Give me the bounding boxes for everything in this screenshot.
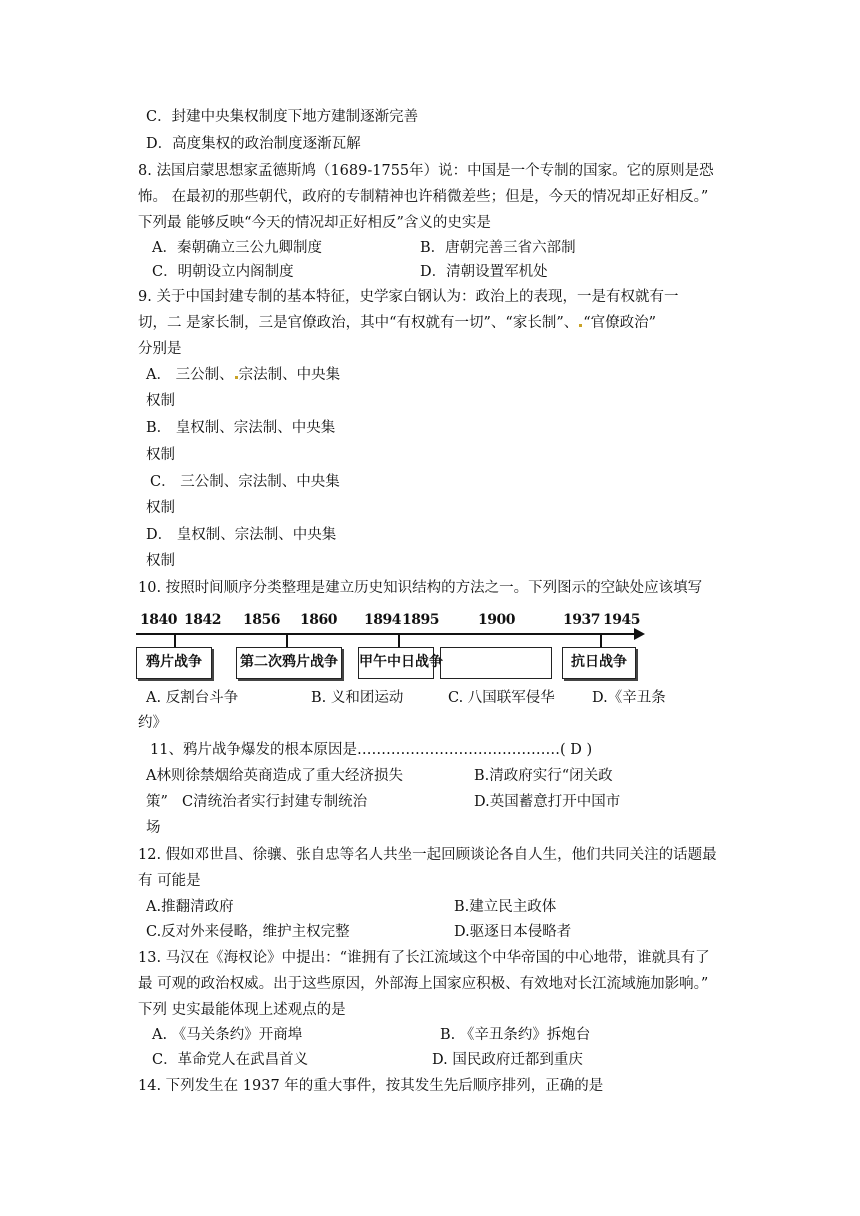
timeline-box-sino-japanese-war: 甲午中日战争 (358, 647, 434, 679)
q12-stem-line2: 有 可能是 (138, 873, 201, 889)
q12-stem-line1: 12. 假如邓世昌、徐骧、张自忠等名人共坐一起回顾谈论各自人生，他们共同关注的话题最 (138, 847, 717, 863)
timeline-year: 1856 (243, 612, 280, 628)
timeline-tick (174, 633, 176, 647)
q10-option-c: C. 八国联军侵华 (448, 690, 555, 706)
mark-dot (579, 324, 582, 327)
q9-stem-line3: 分别是 (138, 341, 182, 357)
q11-option-a: A林则徐禁烟给英商造成了重大经济损失 (146, 768, 403, 784)
q9-option-d: D． 皇权制、宗法制、中央集 (146, 527, 337, 543)
q13-option-b: B. 《辛丑条约》拆炮台 (440, 1027, 591, 1043)
q12-option-d: D.驱逐日本侵略者 (454, 924, 572, 940)
q9-option-c-cont: 权制 (146, 500, 175, 516)
timeline-tick (398, 633, 400, 647)
q10-option-d: D.《辛丑条 (592, 690, 666, 706)
q8-option-c: C．明朝设立内阁制度 (152, 264, 294, 280)
q9-stem-line2-text: 切，二 是家长制，三是官僚政治，其中“有权就有一切”、“家长制”、 (138, 315, 579, 331)
q11-stem-line1: 11、鸦片战争爆发的根本原因是……………………………………( D ) (150, 742, 593, 758)
q8-option-b: B．唐朝完善三省六部制 (420, 240, 576, 256)
q9-option-c: C． 三公制、宗法制、中央集 (150, 474, 340, 490)
q11-option-c: C清统治者实行封建专制统治 (182, 794, 368, 810)
q12-option-a: A.推翻清政府 (146, 899, 234, 915)
q8-stem-line3: 下列最 能够反映“今天的情况却正好相反”含义的史实是 (138, 215, 491, 231)
mark-dot (235, 376, 238, 379)
timeline-tick (600, 633, 602, 647)
q14-stem-line1: 14. 下列发生在 1937 年的重大事件，按其发生先后顺序排列，正确的是 (138, 1078, 604, 1094)
timeline-year: 1842 (184, 612, 221, 628)
q11-option-b-cont: 策” (146, 794, 168, 810)
timeline-year: 1937 (563, 612, 600, 628)
q13-stem-line3: 下列 史实最能体现上述观点的是 (138, 1002, 346, 1018)
q10-option-d-cont: 约》 (138, 715, 167, 731)
q13-option-c: C．革命党人在武昌首义 (152, 1052, 309, 1068)
q9-option-b: B． 皇权制、宗法制、中央集 (146, 420, 336, 436)
timeline-box-blank (440, 647, 552, 679)
timeline-axis (136, 633, 636, 635)
q9-stem-line2-end: “官僚政治” (583, 315, 657, 331)
q7-option-c: C．封建中央集权制度下地方建制逐渐完善 (146, 109, 419, 125)
q11-option-b: B.清政府实行“闭关政 (474, 768, 613, 784)
q12-option-b: B.建立民主政体 (454, 899, 557, 915)
timeline-box-anti-japanese-war: 抗日战争 (562, 647, 636, 679)
timeline-year: 1945 (603, 612, 640, 628)
q10-option-a: A. 反割台斗争 (146, 690, 239, 706)
q13-option-d: D. 国民政府迁都到重庆 (432, 1052, 583, 1068)
q8-option-a: A．秦朝确立三公九卿制度 (152, 240, 322, 256)
q8-stem-line1: 8. 法国启蒙思想家孟德斯鸠（1689-1755年）说：中国是一个专制的国家。它的原则是恐 (138, 163, 714, 179)
q9-option-a-cont: 权制 (146, 393, 175, 409)
q9-option-b-cont: 权制 (146, 447, 175, 463)
q9-option-a-part2: 宗法制、中央集 (238, 367, 341, 383)
timeline-year: 1860 (300, 612, 337, 628)
timeline-box-second-opium-war: 第二次鸦片战争 (236, 647, 342, 679)
timeline-year: 1895 (402, 612, 439, 628)
q8-stem-line2: 怖。 在最初的那些朝代，政府的专制精神也许稍微差些；但是，今天的情况却正好相反。” (138, 189, 709, 205)
q13-stem-line1: 13. 马汉在《海权论》中提出：“谁拥有了长江流域这个中华帝国的中心地带，谁就具有了 (138, 950, 710, 966)
q9-stem-line2 (138, 313, 656, 333)
timeline-year: 1840 (140, 612, 177, 628)
timeline-year: 1900 (478, 612, 515, 628)
timeline-diagram (136, 612, 648, 686)
timeline-tick (286, 633, 288, 647)
q13-option-a: A. 《马关条约》开商埠 (152, 1027, 303, 1043)
q9-option-d-cont: 权制 (146, 553, 175, 569)
timeline-box-opium-war: 鸦片战争 (136, 647, 212, 679)
q11-option-d: D.英国蓄意打开中国市 (474, 794, 621, 810)
q10-stem-line1: 10. 按照时间顺序分类整理是建立历史知识结构的方法之一。下列图示的空缺处应该填写 (138, 580, 703, 596)
q11-option-d-cont: 场 (146, 820, 161, 836)
q9-option-a (146, 365, 340, 385)
timeline-arrow-head (634, 628, 645, 640)
q13-stem-line2: 最 可观的政治权威。出于这些原因，外部海上国家应积极、有效地对长江流域施加影响。” (138, 976, 709, 992)
q7-option-d: D．高度集权的政治制度逐渐瓦解 (146, 136, 361, 152)
q10-option-b: B. 义和团运动 (311, 690, 404, 706)
q9-stem-line1: 9. 关于中国封建专制的基本特征，史学家白钢认为：政治上的表现，一是有权就有一 (138, 289, 679, 305)
q8-option-d: D．清朝设置军机处 (420, 264, 548, 280)
q9-option-a-part1: A． 三公制、 (146, 367, 234, 383)
q12-option-c: C.反对外来侵略，维护主权完整 (146, 924, 350, 940)
timeline-year: 1894 (364, 612, 401, 628)
